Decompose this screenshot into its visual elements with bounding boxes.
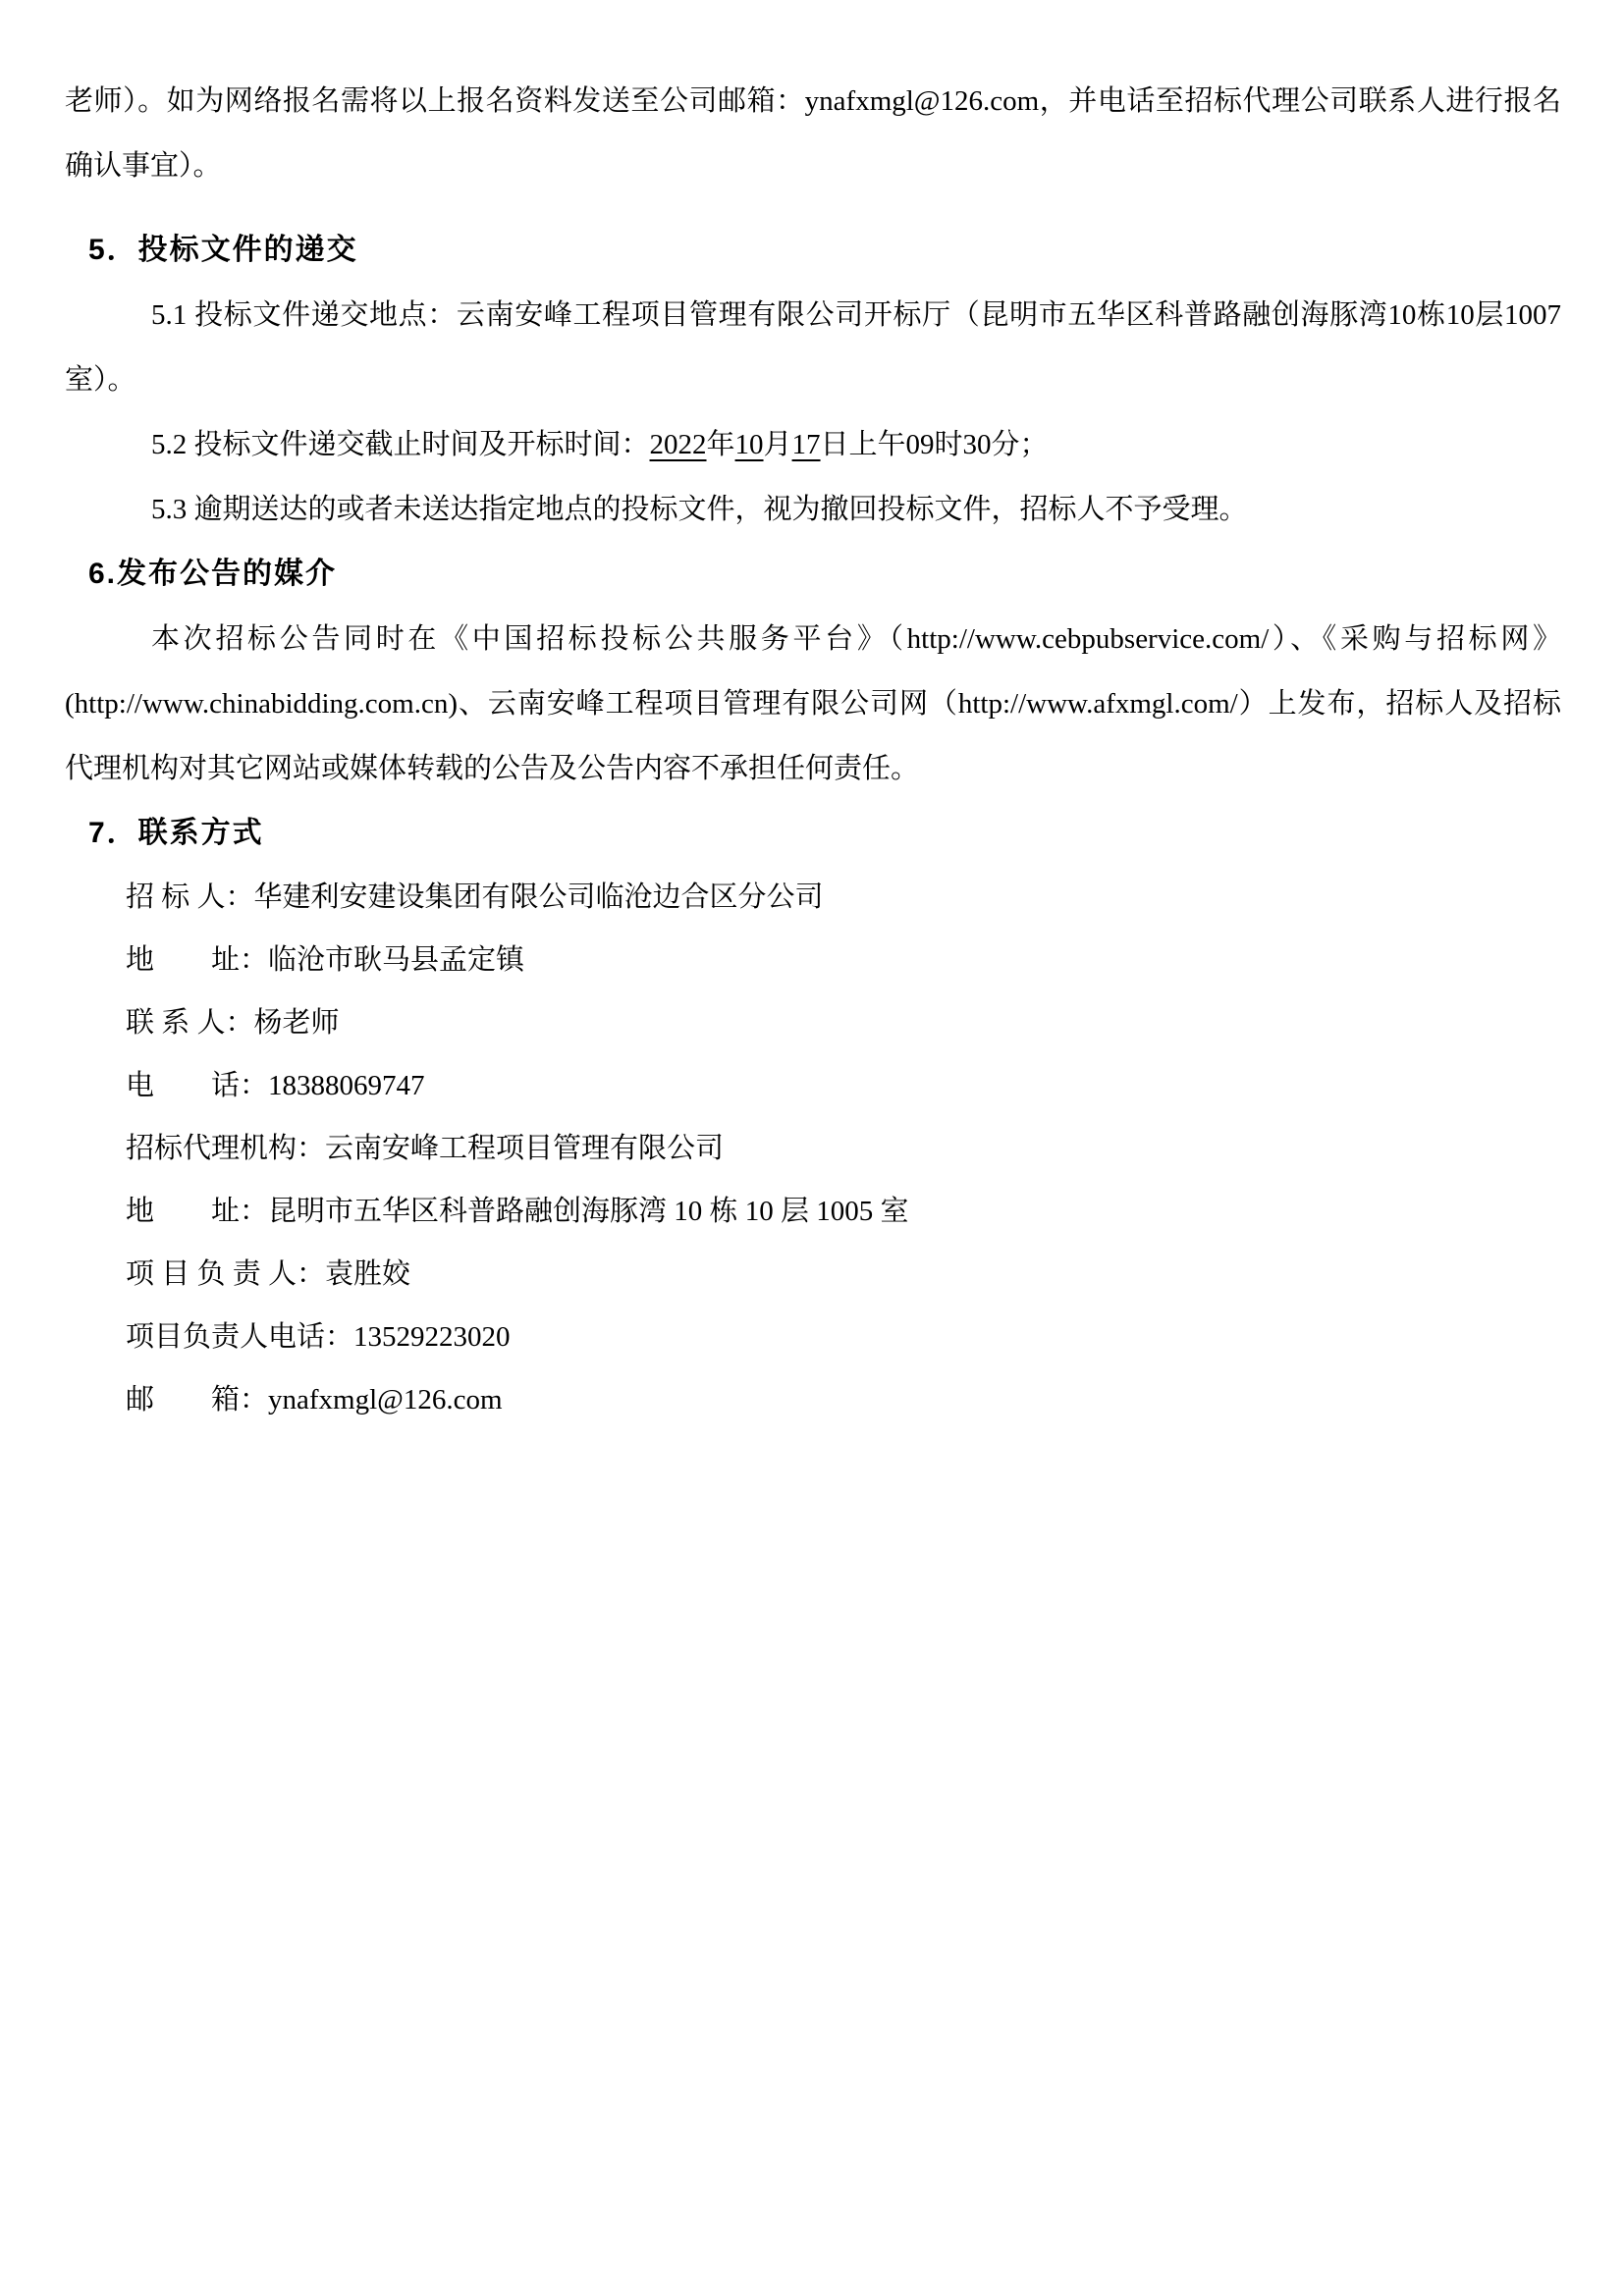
deadline-month: 10 <box>734 429 764 460</box>
intro-paragraph: 老师）。如为网络报名需将以上报名资料发送至公司邮箱：ynafxmgl@126.com，并电话至招标代理公司联系人进行报名确认事宜）。 <box>65 85 1561 182</box>
item-5-2 <box>65 412 1561 477</box>
section-5-heading: 5．投标文件的递交 <box>88 234 358 266</box>
section-6-paragraph: 本次招标公告同时在《中国招标投标公共服务平台》（http://www.cebpubservice.com/）、《采购与招标网》(http://www.chinabidding.com.cn)、云南安峰工程项目管理有限公司网（http://www.afxmgl.com/）上发布，招标人及招标代理机构对其它网站或媒体转载的公告及公告内容不承担任何责任。 <box>65 623 1561 784</box>
item-5-3: 5.3 逾期送达的或者未送达指定地点的投标文件，视为撤回投标文件，招标人不予受理。 <box>151 494 1248 525</box>
contact-value: 18388069747 <box>268 1070 425 1101</box>
contact-label: 项目负责人电话： <box>126 1321 354 1353</box>
contact-label: 邮 箱： <box>126 1384 269 1415</box>
contact-value: 袁胜姣 <box>325 1258 411 1290</box>
contact-row-contact-person <box>65 991 1561 1054</box>
contact-row-project-manager-phone <box>65 1306 1561 1368</box>
deadline-year: 2022 <box>649 429 707 460</box>
section-7-heading: 7．联系方式 <box>88 817 264 849</box>
contact-row-project-manager <box>65 1243 1561 1306</box>
deadline-suffix: 日上午09时30分； <box>820 429 1049 460</box>
contact-row-agency <box>65 1117 1561 1180</box>
contact-label: 联 系 人： <box>126 1007 254 1039</box>
deadline-prefix: 5.2 投标文件递交截止时间及开标时间： <box>151 429 650 460</box>
contact-row-agency-address <box>65 1180 1561 1243</box>
contact-label: 招标代理机构： <box>126 1133 326 1164</box>
contact-value: ynafxmgl@126.com <box>268 1384 503 1415</box>
deadline-day: 17 <box>791 429 821 460</box>
contact-value: 云南安峰工程项目管理有限公司 <box>325 1133 725 1164</box>
contact-label: 项 目 负 责 人： <box>126 1258 326 1290</box>
contact-value: 昆明市五华区科普路融创海豚湾 10 栋 10 层 1005 室 <box>268 1196 909 1227</box>
contact-value: 华建利安建设集团有限公司临沧边合区分公司 <box>253 881 824 913</box>
deadline-year-unit: 年 <box>706 429 735 460</box>
contact-label: 地 址： <box>126 1196 269 1227</box>
contact-row-tenderer <box>65 866 1561 929</box>
section-6-heading: 6.发布公告的媒介 <box>88 558 338 590</box>
deadline-month-unit: 月 <box>763 429 792 460</box>
contact-label: 电 话： <box>126 1070 269 1101</box>
item-5-1: 5.1 投标文件递交地点：云南安峰工程项目管理有限公司开标厅（昆明市五华区科普路融创海豚湾10栋10层1007室）。 <box>65 299 1561 396</box>
contact-row-phone <box>65 1054 1561 1117</box>
contact-value: 杨老师 <box>253 1007 340 1039</box>
contact-label: 招 标 人： <box>126 881 254 913</box>
contact-list <box>65 866 1561 1431</box>
contact-label: 地 址： <box>126 944 269 976</box>
contact-value: 临沧市耿马县孟定镇 <box>268 944 525 976</box>
contact-row-tenderer-address <box>65 929 1561 991</box>
contact-row-email <box>65 1368 1561 1431</box>
contact-value: 13529223020 <box>353 1321 511 1353</box>
